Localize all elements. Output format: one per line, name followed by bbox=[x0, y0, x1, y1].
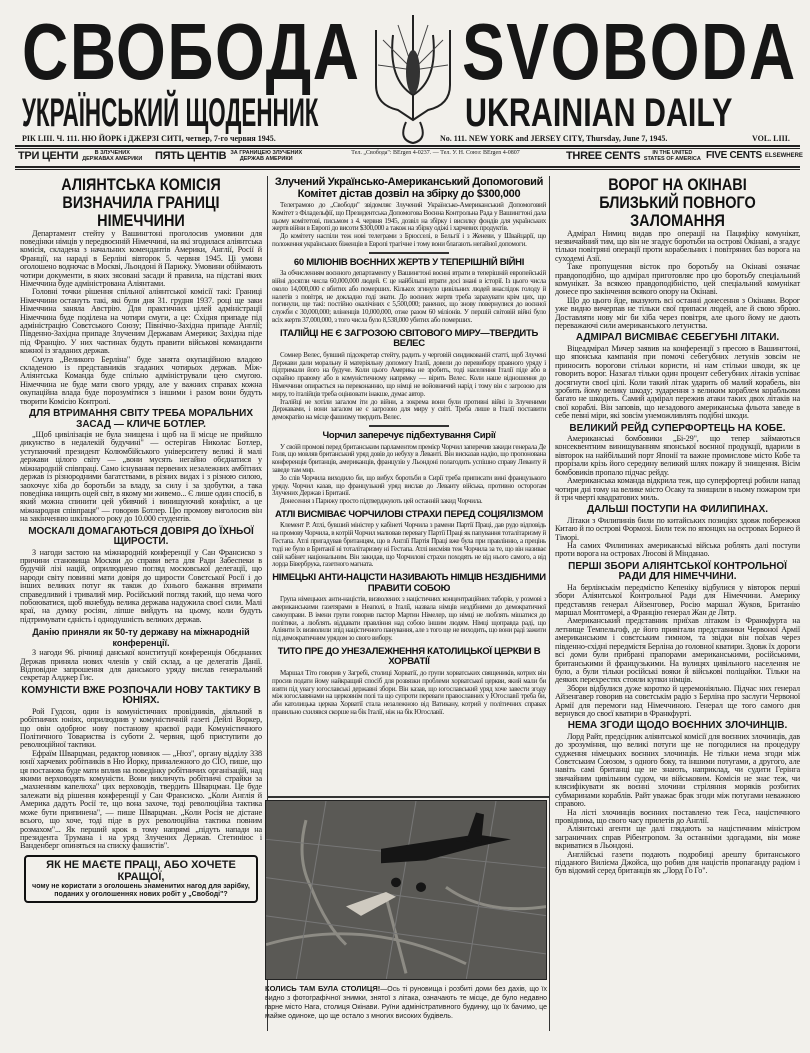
right-column bbox=[555, 176, 800, 876]
price-ua-foreign bbox=[155, 150, 303, 162]
title-en: SVOBODA bbox=[462, 7, 797, 96]
headline-war-victims: 60 МІЛІОНІВ ВОЄННИХ ЖЕРТВ У ТЕПЕРІШНІЙ ВІЙНІ bbox=[293, 256, 525, 268]
article-body bbox=[272, 522, 546, 569]
paragraph: Американська команда відкрила теж, що суперфортеці робили напад чотири дні тому на велике місто Осаку та знищили в ньому пожаром три й три чверті квадратових миль. bbox=[555, 476, 800, 502]
headline-butler: ДЛЯ ВТРИМАННЯ СВІТУ ТРЕБА МОРАЛЬНИХ ЗАСАД — КЛИЧЕ БОТЛЕР. bbox=[29, 408, 253, 430]
paragraph: Головні точки рішення спільної аліянтської комісії такі: Границі Німеччини остануть такі, які були дня 31. грудня 1937. році ще заки Німеччина заняла Австрію. Для практичних цілей адміністрації Німеччина буде поділена на чотири смуги, а це: Східня припаде під адміністрацію Совєтського Союзу; Північно-Західна припаде Англії; Південно-Західна припаде Злученим Державам Америки; Західна піде під Францію. У них частинах будуть правити військові команданти кожної із згаданих держав. bbox=[20, 287, 262, 356]
price-note: В ЗЛУЧЕНИХ ДЕРЖАВАХ АМЕРИКИ bbox=[82, 150, 143, 162]
subtitle-ua: УКРАЇНСЬКИЙ ЩОДЕННИК bbox=[22, 91, 319, 135]
article-body bbox=[20, 649, 262, 683]
left-column bbox=[20, 176, 262, 903]
paragraph: Американські бомбовики „Бі-29", що тепер займаються консеквентним винищуванням японської воєнної продукції, вдарили в вівторок на найбільший порт Японії та важне промислове місто Кобе та прорізали крізь його середину великий шлях пожару й знищення. Вісім бомбовиків пропало підчас рейду. bbox=[555, 434, 800, 477]
caption-text: —Ось ті руновища і розбиті доми без дахів, що їх видно з фотографічної знимки, знятої з літака, означають те місце, де було недавно гарне місто Нага, столиця Окінави. Руїни адміністративного будинку, що їх бачимо, це майже одиноке, що ще остало з многих високих будівель. bbox=[265, 986, 547, 1020]
column-divider bbox=[549, 176, 550, 1031]
paragraph: Літаки з Филипинів били по китайських позиціях здовж побережжя Китаю й по острові Формозі. Били теж по японцях на островах Борнео й Тіморі. bbox=[555, 515, 800, 542]
price-label: THREE CENTS bbox=[566, 150, 641, 162]
article-body bbox=[20, 708, 262, 851]
headline-kobe: ВЕЛИКИЙ РЕЙД СУПЕРФОРТЕЦЬ НА КОБЕ. bbox=[569, 422, 786, 434]
paragraph: Маршал Тіто говорив у Загребі, столиці Хорватії, до групи хорватських священиків, котрих він просив подати йому найкращий спосіб для розвязки проблеми хорватської церкви, який мали би взяти під увагу югославські державні збори. Він казав, що югославський уряд хоче завести згоду між югославянами на церковнім полі та що супроти переваги православних у Югославії треба би, аби католицька церква Хорватії стала незалежною від Ватикану, котрий у політичних справах правильно схилявся скорше на бік Італії, ніж на бік Югославії. bbox=[272, 668, 546, 716]
price-label: ПЯТЬ ЦЕНТІВ bbox=[155, 150, 227, 162]
headline-tito: ТИТО ПРЕ ДО УНЕЗАЛЕЖНЕННЯ КАТОЛИЦЬКОЇ ЦЕРКВИ В ХОРВАТІЇ bbox=[277, 645, 541, 668]
divider bbox=[268, 796, 549, 798]
headline-war-criminals: НЕМА ЗГОДИ ЩОДО ВОЄННИХ ЗЛОЧИНЦІВ. bbox=[567, 720, 788, 732]
paragraph: Клемент Р. Атлі, бувший міністер у кабінеті Чорчила з рамени Партії Праці, дав рудо відповідь на промову Чорчила, в котрій Чорчил малював перевагу Партії Праці як папування тоталітаризму й Гестапа. Атлі пригадував британцям, що в Англії Партія Праці вже була при правлінню, а прецінь тоді не було в Британії ні тоталітаризму ні Гестапа. Атлі висміяв теж Чорчила за те, що він називає свій кабінет національним. Він закидав, що Чорчилові страхи походять не від нього самого, а від лорда Бівербрука, газетного магната. bbox=[272, 521, 546, 569]
paragraph: Американський представник приїхав літаком із Франкфурта на летнище Темпельгоф, де його привітали представники Червоної Армії американським і совєтським гимном, та звідки він поїхав через південно-східні передмістя Берліна до головної кватири. Здовж їх дороги всі доми були прибрані прапорами американськими, російськими, британськими й французькими. На вулицях цивільного населення не було, а були тільки російські вояки й військові поліцайки. Тільки на деяких перехрестях стояли купки німців. bbox=[555, 616, 800, 685]
aerial-photo-naha bbox=[265, 800, 547, 980]
title-ua: СВОБОДА bbox=[22, 7, 361, 96]
article-body bbox=[20, 230, 262, 407]
issue-info-ua: РІК LIII. Ч. 111. НЮ ЙОРК і ДЖЕРЗІ СИТІ, четвер, 7-го червня 1945. bbox=[22, 134, 276, 143]
price-label: FIVE CENTS bbox=[706, 150, 762, 161]
price-note: ЗА ГРАНИЦЕЮ ЗЛУЧЕНИХ ДЕРЖАВ АМЕРИКИ bbox=[230, 150, 303, 162]
caption-title: КОЛИСЬ ТАМ БУЛА СТОЛИЦЯ! bbox=[265, 984, 381, 993]
trident-emblem-icon bbox=[368, 10, 458, 145]
paragraph: Зо слів Чорчила виходило би, що вибух боротьби в Сирії треба приписати вині французького уряду. Чорчил казав, що французький уряд вислав до Леванту війська, противно осторогам Злучених Держав і Британії. bbox=[272, 473, 546, 498]
paragraph: Департамент стейту у Вашингтоні проголосив умовини для поведінки німців у передвоєнній Німеччині, на які згодилася аліянтська комісія, складена з начальних комендантів Америки, Англії, Росії й Франції, на нараді в Берліні вівторок 5. червня 1945. Ці умови оголошено водночас в Москві, Льондоні й Парижу. Умовини обіймають чотири документи, в яких зясовані засади й правила, на підставі яких Німеччина буде адміністрована Аліянтами. bbox=[20, 228, 262, 288]
article-body bbox=[272, 202, 546, 249]
paragraph: Англійські газети подають подробиці арешту британського підданого Вилієма Джойса, що робив для націстів пропаганду радіом і був відомий серед британців як „Лорд Го Го". bbox=[555, 849, 800, 876]
paragraph: На самих Филипинах американські війська роблять далі поступи проти ворога на островах Люсові й Мінданао. bbox=[555, 541, 800, 559]
headline-okinawa: ВОРОГ НА ОКІНАВІ БЛИЗЬКИЙ ПОВНОГО ЗАЛОМАННЯ bbox=[599, 175, 756, 230]
paragraph: За обчисленням воєнного департаменту у Вашингтоні воєнні втрати в теперішній европейській війні досягли числа 60,000,000 людей. Є це найбільші втрати досі знані в історії. Із цього числа около 14,000,000 є вбитих або померших. Кількох згинуло цивільних людей внаслідок голоду й налетів з повітря, не докладно годі знати. До воєнних жертв треба зарахувати крім цих, що погинули, ще такі: постійно окалічіних є 5,500,000; ранених, що знову повернулися до воєнної служби є 30,000,000; вліненців 10,000,000, отже разом 60 міліонів. У першій світовій війні було всіх жертв 37,000,000, з того числа було 8,538,000 убитих або померших. bbox=[272, 269, 546, 325]
headline-admiral: АДМІРАЛ ВИСМІВАЄ СЕБЕГУБНІ ЛІТАКИ. bbox=[575, 332, 780, 344]
paragraph: Рой Гудсон, один із комуністичних провідників, діяльний в робітничих юніях, оприлюднив у комуністичній газеті Дейлі Воркер, що овін одобрює нову постанову краєвої ради Комуністичного Політичного Товариства із суботи 2. червня, щоб приступити до революційної тактики. bbox=[20, 706, 262, 750]
middle-column bbox=[272, 176, 546, 717]
paragraph: Ефраїм Шварцман, редактор новинок — „Нюз", органу відділу 338 юнії харчевих робітників в Ню Йорку, приналежного до СІО, пише, що ця постанова буде мати вплив на поведінку робітничих організацій, над якими верховодять комуністи. Вони викличуть робітничі страйки за „махненням капелюха" цих верховодів, твердить Шварцман. Це буде залежати від рішення конференції у Сан Франсиско. „Коли Англія й Америка дадуть Росії те, що вона захоче, тоді революційна тактика може бути припинена", — пише Шварцман. „Коли Росія не дістане всього, що хоче, тоді піде в рух революційна тактика повним розмахом"... Як перший крок в тому напрямі „підуть напади на президента Трумана і на уряд Злучених Держав. Стетиніюс і Ванденберг опиняться на списку фашистів". bbox=[20, 748, 262, 851]
article-body bbox=[272, 670, 546, 717]
headline-italians: ІТАЛІЙЦІ НЕ Є ЗАГРОЗОЮ СВІТОВОГО МИРУ—ТВЕРДИТЬ ВЕЛЕС bbox=[279, 327, 538, 350]
paragraph: „Щоб цивілізація не була знищена і щоб на її місце не прийшло дикунство в недалекій будучині" — остерігав Николас Ботлер, уступаючий президент Колюмбійського університету великі й малі держави цілого світу — „вони мусять негайно обєднатися у міжнародній співпраці. Само існування первених незалежних амбітних держав із різнородними багатствами, в різних видах і з різною силою, заохочує хіба до боротьби за владу, за силу і за здобутки, а така поведінка нищить оцей світ, в якому ми живемо... Є лише один спосіб, в який можна спинити цей убивчий і винищуючий конфлікт, а це міжнародня співпраця" — говорив Ботлер. Цю промову виголосив він на закінченню шкільного року до 10.000 студентів. bbox=[20, 430, 262, 524]
paragraph: Італійці не хотіли загалом іти до війни, а зокрема вони були противні війні із Злученими Державами, і вони загалом не є загрозою для миру у світі. Треба лише в Італії поставити демократію на місце фашизму твердить Велес. bbox=[272, 397, 546, 422]
paragraph: Аліянтські агенти ще далі глядають за націстичним міністром заграничних справ Рібентропом. За останніми здогадами, він може вкриватися в Льондоні. bbox=[555, 824, 800, 851]
price-en-foreign bbox=[706, 150, 803, 161]
paragraph: З нагоди застою на міжнародній конференції у Сан Франсиско з причини становища Москви до справи вета для Ради Забеспеки в будучій лізі націй, оприлюднено погляд московської делегації, що народи світу повинні мати довіря до щирости Совєтської Росії і до інших великих потуг як також до їхнього бажання втримати справедливий і тривалий мир. Російський погляд такий, що нема чого побоюватися, щоб якнебудь велика держава надужила своєї сили. Малі краї, на думку росіян, ліпше вийдуть на цьому, коли будуть підтримувати єдність і однодушність великих держав. bbox=[20, 547, 262, 624]
paragraph: Донесення з Парижу просто підтверджують цей останній закид Чорчила. bbox=[280, 497, 483, 506]
paragraph: Лорд Райт, предсідник аліянтської комісії для воєнних злочинців, дав до зрозуміння, що великі потуги ще не погодилися на процедуру судження німецьких воєнних злочинців. Не тільки нема згоди між Совєтським Союзом, з одного боку, та іншими потугами, а другого, але навіть самі британці ще не знають, наприклад, чи судити Герінга звичайним цивільним судом, чи військовим. Комісія не знає теж, чи клясифікувати як воєнні злочини стріляння моряків розбитих субмаринами кораблів. Райт уважає брак згоди між потугами неважною справою. bbox=[555, 731, 800, 809]
headline-anti-nazis: НІМЕЦЬКІ АНТИ-НАЦІСТИ НАЗИВАЮТЬ НІМЦІВ НЕЗДІБНИМИ ПРАВИТИ СОБОЮ bbox=[272, 572, 546, 594]
article-body bbox=[555, 345, 800, 421]
headline-churchill-syria: Чорчил заперечує підбехтування Сирії bbox=[322, 430, 496, 442]
paragraph: Віцеадмірал Мичер заявив на конференції з пресою в Вашингтоні, що японська кампанія при помочі себегубних летунів зовсім не приносить ворогови стільки користи, ні нам стільки шкоди, як це говорить ворог. Назагал тільки один процент себегубних літаків успіває досягнути своєї цілі. Коли такий літак ударить об малий корабель, він зробить йому велику шкоду; зударення з великим кораблем корабльови багато не шкодить. Самий адмірал пережив атаки таких двох літаків на свої кораблі. Він заповів, що незадового американська фльота заведе в себе певні міри, які зовсім унеможливлять подібні шкоди. bbox=[555, 343, 800, 421]
photo-caption bbox=[265, 984, 547, 1021]
price-note: IN THE UNITED STATES OF AMERICA bbox=[643, 150, 701, 162]
article-body bbox=[555, 517, 800, 559]
article-body bbox=[272, 444, 546, 506]
paragraph: Смуга „Великого Берліна" буде занята окупаційною владою складеною із представників згаданих чотирьох держав. Між-Аліянтська Команда буде спільно адміністрували цею смугою. Німеччина не буде мати свого уряду, але у важних справах кожна окупаційна влада буде порозумітися з іншими і разом вони будуть творити Комісію Контролі. bbox=[20, 354, 262, 406]
paragraph: У своїй промові перед британським парламентом премієр Чорчил заперечив закиди генерала Де Голя, що мовляв британський уряд довів до небуху в Леванті. Він висказав надію, що пропонована конференція британців, американців, французів у Льондоні полагодить успішно справу Леванту й заведе там мир. bbox=[272, 442, 546, 474]
price-ua-domestic bbox=[18, 150, 143, 162]
paragraph: Що до цього йде, вказують всі останні донесення з Окінави. Ворог уже видно вичерпав не тільки свої припаси людей, але й свою зброю. Доставляти нову міг би хіба через повітря, але цього йому не дають переважаючі сили американського летунства. bbox=[555, 295, 800, 330]
headline-denmark: Данію приняли як 50-ту державу на міжнародній конференції. bbox=[32, 627, 250, 648]
article-body bbox=[555, 435, 800, 502]
article-body bbox=[20, 431, 262, 523]
divider bbox=[369, 425, 449, 427]
paragraph: Телеграмою до „Свободи" звідомляє Злучений Українсько-Американський Допомоговий Комітет з Філадельфії, що Президентська Допомогова Воєнна Контрольна Рада у Вашингтоні дала цьому комітетові, письмом з 4. червня 1945, дозвіл на збірку і висилку фондів для українських жертв війни в Европі до висоти $300,000 а також на збірку одіжі і харчевих продуктів. bbox=[272, 201, 546, 233]
article-body bbox=[555, 733, 800, 876]
price-label: ТРИ ЦЕНТИ bbox=[18, 150, 79, 162]
headline-control-council: ПЕРШІ ЗБОРИ АЛІЯНТСЬКОЇ КОНТРОЛЬНОЇ РАДИ ДЛЯ НІМЕЧЧИНИ. bbox=[568, 560, 787, 583]
article-body bbox=[272, 270, 546, 325]
paragraph: На берлінськім передмістю Кепеніку відбулися у вівторок перші збори Аліянтської Контрольної Ради для Німеччини. Америку представляв генерал Айзенговер, Росію маршал Жуков, Британію маршал Монтгомері, а Францію генерал Жан де Лятр. bbox=[555, 582, 800, 618]
paragraph: Група німецьких анти-націстів, визволених з націстичних концентраційних таборів, у розмові з американськими газетярами в Неаполі, в Італії, назвала німців нездібними до демократичної самоуправи. В імени групи говорив пастор Мартин Німелер, що німці не люблять мішатися до політики, а люблять віддавати правління над собою іншим людям. Німці щоправда раді, що Аліянти їх визволили зпід націстичного панування, але з того ще не виходить, що вони раді зажити під демократичним урядом зо свого вибору. bbox=[272, 595, 546, 643]
price-en-domestic bbox=[566, 150, 701, 162]
article-body bbox=[272, 352, 546, 422]
phone-numbers: Тел. „Свобода": BErgen 4-0237. — Тел. У. Н. Союз: BErgen 4-0807 bbox=[351, 150, 520, 156]
paragraph: З нагоди 96. річниці данської конституції конференція Обєднаних Держав приняла нових членів у свій склад, а це делегатів Данії. Відповідне запрошення для данського уряду вислав генеральний секретар Алджер Гис. bbox=[20, 648, 262, 683]
headline-allied-commission: АЛІЯНТСЬКА КОМІСІЯ ВИЗНАЧИЛА ГРАНИЦІ НІМЕЧЧИНИ bbox=[61, 175, 221, 230]
headline-relief-committee: Злучений Українсько-Американський Допомоговий Комітет дістав дозвіл на збірку до $300,000 bbox=[274, 176, 544, 200]
divider bbox=[369, 252, 449, 254]
ad-text: чому не користати з оголошень знаменитих нагод для зарібку, поданих у оголошеннях нових робіт у „Свободі"? bbox=[32, 882, 250, 898]
divider bbox=[15, 145, 800, 149]
paragraph: На лісті злочинців воєнних поставлено теж Геса, націстичного провідника, що свого часу прилетів до Англії. bbox=[555, 807, 800, 825]
article-body bbox=[555, 584, 800, 719]
headline-philippines: ДАЛЬШІ ПОСТУПИ НА ФИЛИПИНАХ. bbox=[586, 504, 769, 516]
headline-moscow: МОСКАЛІ ДОМАГАЮТЬСЯ ДОВІРЯ ДО ЇХНЬОЇ ЩИРОСТИ. bbox=[28, 525, 254, 548]
headline-attlee: АТЛІ ВИСМІВАЄ ЧОРЧИЛОВІ СТРАХИ ПЕРЕД СОЦІЯЛІЗМОМ bbox=[275, 508, 543, 520]
paragraph: Збори відбулися дуже коротко й церемоніяльно. Підчас них генерал Айзенгавер говорив на совєтськім радіо з Берліна про заслуги Червоної Армії для перемоги над Німеччиною. Генерал ще того самого дня вернувся до своєї кватири в Франкфурті. bbox=[555, 683, 800, 718]
paragraph: До комітету наспіли теж нові телеграми з Брюсселі, в Бельгії і з Женеви, у Швайцарії, що положення українських біженців в Европі трагічне і тому вони благають негайної допомоги. bbox=[272, 232, 546, 248]
divider bbox=[15, 166, 800, 170]
paragraph: Адмірал Нимиц видав про операції на Пацифіку комунікат, незвичайний тим, що він не згадує боротьби на острові Окінаві, а згадує тільки повітряні операції проти корабельних і повітряних баз ворога на суходемі Азії. bbox=[555, 228, 800, 263]
article-body bbox=[555, 230, 800, 331]
ad-title: ЯК НЕ МАЄТЕ ПРАЦІ, АБО ХОЧЕТЕ КРАЩОЇ, bbox=[46, 858, 236, 883]
paragraph: Таке пропущення вісток про боротьбу на Окінаві означає правдоподібно, що адмірал приготовляє про цю боротьбу спеціальний комунікат. За всякою правдоподібністю, цей спеціальний комунікат донесе про закінчення всякого опору на Окінаві. bbox=[555, 262, 800, 297]
subtitle-en: UKRAINIAN DAILY bbox=[465, 91, 733, 135]
article-body bbox=[20, 549, 262, 625]
article-body bbox=[272, 596, 546, 643]
price-note: ELSEWHERE bbox=[764, 152, 803, 159]
paragraph: Сомнер Велес, бувший підсекретар стейту, радить у черговій синдикованій статті, щоб Злучені Держави дали моральну й матеріяльну допомогу Італії, довели до перевибору правного уряду і підтримали його на будуче. Коли цього Америка не зробить, тоді населення Італії піде або в скрайно правому або в комуністичному напрямку — вірить Велес. Коли наше відношення до Німеччини опирається на переконанню, що німці не войовничий нарід і тому він є загрозою для миру, то італійців треба оцінювати інакше, думає автор. bbox=[272, 350, 546, 398]
issue-info-en: No. 111. NEW YORK and JERSEY CITY, Thursday, June 7, 1945. bbox=[440, 134, 668, 143]
advertisement-box bbox=[24, 855, 258, 903]
headline-communists: КОМУНІСТИ ВЖЕ РОЗПОЧАЛИ НОВУ ТАКТИКУ В ЮНІЯХ. bbox=[21, 684, 261, 707]
masthead bbox=[0, 0, 810, 172]
volume: VOL. LIII. bbox=[752, 134, 790, 143]
